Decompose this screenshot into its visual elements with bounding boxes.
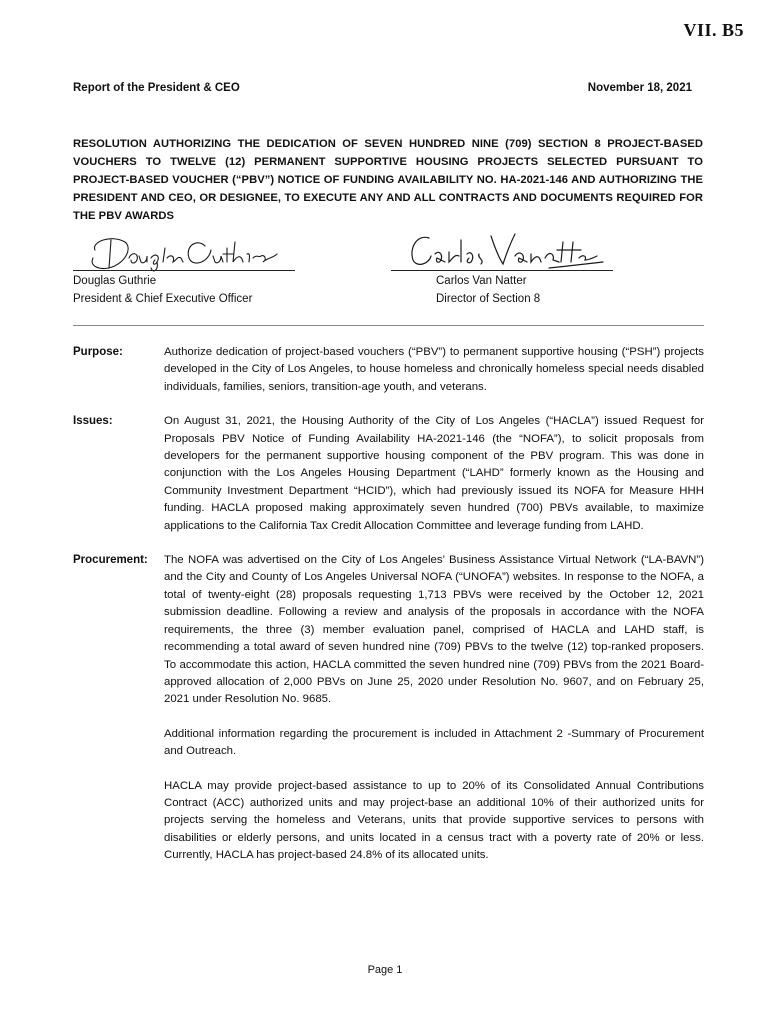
signature-line	[73, 270, 295, 271]
paragraph: HACLA may provide project-based assistance to up to 20% of its Consolidated Annual Contributions Contract (ACC) authorized units and may project-base an additional 10% of their authorized units for projects serving the homeless and Veterans, units that provide supportive services to persons with disabilities or elderly persons, and units located in a census tract with a poverty rate of 20% or less. Currently, HACLA has project-based 24.8% of its allocated units.	[164, 779, 704, 862]
signer-name: Carlos Van Natter	[436, 275, 527, 287]
report-date: November 18, 2021	[587, 82, 692, 94]
section-content	[164, 413, 704, 535]
handwritten-signature-guthrie	[81, 228, 291, 276]
paragraph: Authorize dedication of project-based vouchers (“PBV”) to permanent supportive housing (“PSH”) projects developed in the City of Los Angeles, to house homeless and chronically homeless special needs disabled individuals, families, seniors, transition-age youth, and veterans.	[164, 346, 704, 393]
purpose-section	[73, 344, 704, 396]
signer-title: Director of Section 8	[436, 293, 541, 305]
handwritten-signature-van-natter	[399, 228, 609, 276]
signature-line	[391, 270, 613, 271]
procurement-section	[73, 552, 704, 865]
paragraph: Additional information regarding the procurement is included in Attachment 2 -Summary of Procurement and Outreach.	[164, 727, 704, 758]
signature-area	[73, 228, 713, 310]
resolution-title: RESOLUTION AUTHORIZING THE DEDICATION OF SEVEN HUNDRED NINE (709) SECTION 8 PROJECT-BASED VOUCHERS TO TWELVE (12) PERMANENT SUPPORTIVE HOUSING PROJECTS SELECTED PURSUANT TO PROJECT-BASED VOUCHER (“PBV”) NOTICE OF FUNDING AVAILABILITY NO. HA-2021-146 AND AUTHORIZING THE PRESIDENT AND CEO, OR DESIGNEE, TO EXECUTE ANY AND ALL CONTRACTS AND DOCUMENTS REQUIRED FOR THE PBV AWARDS	[73, 138, 703, 222]
section-content	[164, 344, 704, 396]
section-label: Issues:	[73, 415, 113, 428]
page-number: Page 1	[367, 964, 403, 976]
report-label: Report of the President & CEO	[73, 82, 240, 94]
section-content	[164, 552, 704, 865]
section-label: Procurement:	[73, 554, 148, 567]
paragraph: On August 31, 2021, the Housing Authority of the City of Los Angeles (“HACLA”) issued Request for Proposals PBV Notice of Funding Availability HA-2021-146 (the “NOFA”), to solicit proposals from developers for the permanent supportive housing component of the PBV program. This was done in conjunction with the Los Angeles Housing Department (“LAHD” formerly known as the Housing and Community Investment Department “HCID”), which had previously issued its NOFA for Measure HHH funding. HACLA proposed making approximately seven hundred (700) PBVs available, to maximize applications to the California Tax Credit Allocation Committee and leverage funding from LAHD.	[164, 415, 704, 532]
paragraph: The NOFA was advertised on the City of Los Angeles’ Business Assistance Virtual Network (“LA-BAVN”) and the City and County of Los Angeles Universal NOFA (“UNOFA”) websites. In response to the NOFA, a total of twenty-eight (28) proposals requesting 1,713 PBVs were received by the October 12, 2021 submission deadline. Following a review and analysis of the proposals in accordance with the NOFA requirements, the three (3) member evaluation panel, comprised of HACLA and LAHD staff, is recommending a total award of seven hundred nine (709) PBVs to the twelve (12) top-ranked proposers. To accommodate this action, HACLA committed the seven hundred nine (709) PBVs from the 2021 Board-approved allocation of 2,000 PBVs on June 25, 2020 under Resolution No. 9607, and on February 25, 2021 under Resolution No. 9685.	[164, 554, 704, 706]
section-label: Purpose:	[73, 346, 123, 358]
report-header	[73, 82, 692, 94]
agenda-item-code: VII. B5	[683, 20, 744, 40]
signer-title: President & Chief Executive Officer	[73, 293, 253, 305]
report-body	[73, 344, 704, 882]
signer-name: Douglas Guthrie	[73, 275, 157, 287]
horizontal-divider	[73, 325, 704, 326]
issues-section	[73, 413, 704, 535]
